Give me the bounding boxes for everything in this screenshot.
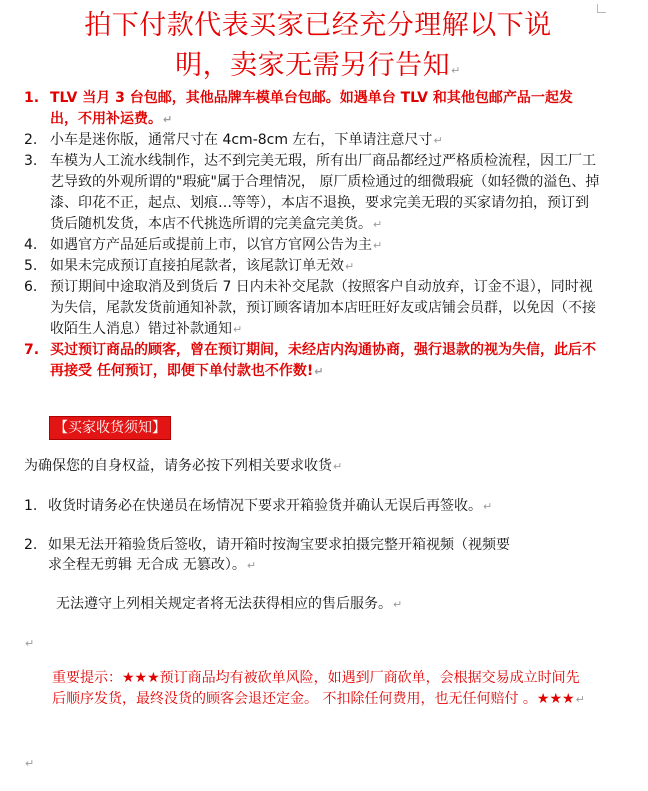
empty-paragraph: ↵ bbox=[25, 637, 35, 650]
paragraph-mark: ↵ bbox=[233, 323, 243, 336]
receiving-intro: 为确保您的自身权益，请务必按下列相关要求收货↵ bbox=[24, 458, 343, 474]
rule-text: 车模为人工流水线制作，达不到完美无瑕，所有出厂商品都经过严格质检流程，因工厂工艺导致的外观所谓的"瑕疵"属于合理情况， 原厂质检通过的细微瑕疵（如轻微的溢色、掉漆、印花不正，起点、划痕…等等），本店不退换，要求完美无瑕的买家请勿拍，预订到货后随机发货，本店不代挑选所谓的完美盒完美货。 bbox=[50, 153, 600, 232]
rule-number: 5. bbox=[24, 258, 38, 274]
receiving-closing: 无法遵守上列相关规定者将无法获得相应的售后服务。↵ bbox=[56, 596, 403, 612]
rule-text: 如果未完成预订直接拍尾款者，该尾款订单无效 bbox=[50, 258, 344, 274]
rule-text: 小车是迷你版，通常尺寸在 4cm-8cm 左右，下单请注意尺寸 bbox=[50, 132, 433, 148]
rule-text: TLV 当月 3 台包邮，其他品牌车模单台包邮。如遇单台 TLV 和其他包邮产品一起发出，不用补运费。 bbox=[50, 90, 573, 127]
paragraph-mark: ↵ bbox=[345, 260, 355, 273]
receiving-item-1: 1. 收货时请务必在快递员在场情况下要求开箱验货并确认无误后再签收。↵ bbox=[24, 498, 493, 514]
rule-item bbox=[0, 151, 600, 235]
rules-list bbox=[0, 88, 600, 382]
receiving-heading: 【买家收货须知】 bbox=[49, 416, 171, 440]
rule-item bbox=[0, 277, 600, 340]
receiving-item-2: 2. 如果无法开箱验货后签收，请开箱时按淘宝要求拍摄完整开箱视频（视频要 求全程无剪辑 无合成 无篡改）。↵ bbox=[24, 537, 510, 573]
rule-number: 6. bbox=[24, 279, 38, 295]
rule-text: 预订期间中途取消及到货后 7 日内未补交尾款（按照客户自动放弃，订金不退），同时视为失信，尾款发货前通知补款，预订顾客请加本店旺旺好友或店铺会员群，以免因（不接收陌生人消息）错过补款通知 bbox=[50, 279, 596, 337]
rule-number: 2. bbox=[24, 132, 38, 148]
rule-text: 如遇官方产品延后或提前上市，以官方官网公告为主 bbox=[50, 237, 372, 253]
paragraph-mark: ↵ bbox=[373, 218, 383, 231]
title-line-1: 拍下付款代表买家已经充分理解以下说 bbox=[84, 10, 552, 41]
rule-number: 1. bbox=[24, 90, 40, 106]
rule-item bbox=[0, 88, 600, 130]
paragraph-mark: ↵ bbox=[433, 134, 443, 147]
title-line-2: 明，卖家无需另行告知↵ bbox=[175, 50, 461, 81]
rule-item bbox=[0, 340, 600, 382]
page-title bbox=[18, 6, 618, 91]
rule-text: 买过预订商品的顾客，曾在预订期间，未经店内沟通协商，强行退款的视为失信，此后不再接受 任何预订，即便下单付款也不作数! bbox=[50, 342, 596, 379]
empty-paragraph-end: ↵ bbox=[25, 757, 35, 770]
rule-item bbox=[0, 235, 600, 256]
paragraph-mark: ↵ bbox=[163, 113, 173, 126]
paragraph-mark: ↵ bbox=[373, 239, 383, 252]
rule-number: 7. bbox=[24, 342, 40, 358]
rule-number: 4. bbox=[24, 237, 38, 253]
paragraph-mark: ↵ bbox=[451, 64, 461, 77]
rule-item bbox=[0, 130, 600, 151]
important-notice: 重要提示：★★★预订商品均有被砍单风险，如遇到厂商砍单，会根据交易成立时间先后顺序发货，最终没货的顾客会退还定金。 不扣除任何费用，也无任何赔付 。★★★↵ bbox=[52, 670, 585, 707]
rule-number: 3. bbox=[24, 153, 38, 169]
rule-item bbox=[0, 256, 600, 277]
paragraph-mark: ↵ bbox=[314, 365, 324, 378]
